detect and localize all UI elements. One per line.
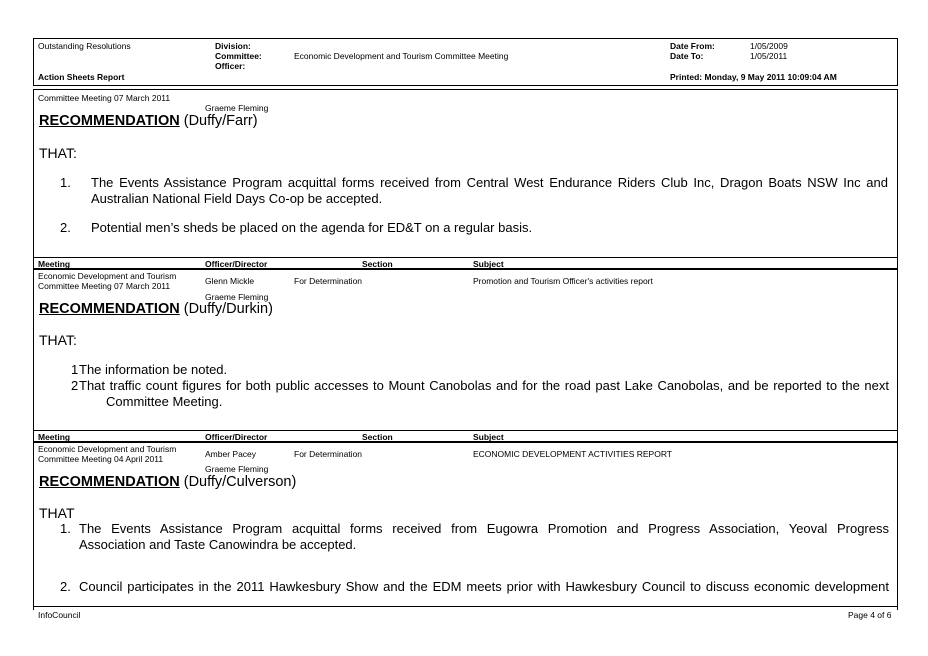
entry2-item2-line1: That traffic count figures for both public accesses to Mount Canobolas and for the road past Lake Canobolas, and be reported to the next	[79, 378, 889, 393]
page-number: Page 4 of 6	[848, 610, 892, 620]
entry1-item2-text: Potential men’s sheds be placed on the agenda for ED&T on a regular basis.	[91, 220, 533, 235]
recommendation-movers: (Duffy/Culverson)	[183, 474, 297, 490]
footer-brand: InfoCouncil	[38, 610, 81, 620]
entry1-item1-number: 1.	[60, 175, 71, 190]
entry1-officer: Graeme Fleming	[205, 103, 269, 113]
recommendation-movers: (Duffy/Durkin)	[183, 301, 273, 317]
entry3-recommendation	[39, 474, 296, 490]
column-officer: Officer/Director	[205, 259, 268, 269]
column-meeting: Meeting	[38, 259, 71, 269]
report-name: Action Sheets Report	[38, 72, 125, 82]
entry2-that: THAT:	[39, 332, 77, 348]
recommendation-label: RECOMMENDATION	[39, 113, 180, 129]
date-from-label: Date From:	[670, 41, 715, 51]
entry2-section: For Determination	[294, 276, 363, 286]
footer-divider	[33, 606, 897, 607]
division-label: Division:	[215, 41, 251, 51]
column-section: Section	[362, 432, 393, 442]
entry1-that: THAT:	[39, 145, 77, 161]
entry3-item2-line1: Council participates in the 2011 Hawkesbury Show and the EDM meets prior with Hawkesbury Council to discuss economic development	[79, 579, 889, 594]
entry2-meeting-line2: Committee Meeting 07 March 2011	[38, 281, 171, 291]
committee-label: Committee:	[215, 51, 262, 61]
divider	[33, 257, 897, 258]
entry3-meeting-line1: Economic Development and Tourism	[38, 444, 177, 454]
entry2-item1-number: 1	[71, 362, 79, 377]
divider	[33, 441, 897, 443]
divider	[33, 268, 897, 270]
entry1-meeting: Committee Meeting 07 March 2011	[38, 93, 171, 103]
entry3-section: For Determination	[294, 449, 363, 459]
entry3-that: THAT	[39, 505, 75, 521]
entry1-recommendation	[39, 113, 258, 129]
report-title: Outstanding Resolutions	[38, 41, 131, 51]
printed-label: Printed:	[670, 72, 703, 82]
printed-stamp	[670, 72, 837, 82]
entry3-item2-number: 2.	[60, 579, 71, 594]
recommendation-label: RECOMMENDATION	[39, 474, 180, 490]
date-to-label: Date To:	[670, 51, 704, 61]
entry3-officer2: Graeme Fleming	[205, 464, 269, 474]
entry1-item2-number: 2.	[60, 220, 71, 235]
recommendation-movers: (Duffy/Farr)	[183, 113, 258, 129]
date-from-value: 1/05/2009	[750, 41, 788, 51]
entry3-meeting-line2: Committee Meeting 04 April 2011	[38, 454, 164, 464]
committee-value: Economic Development and Tourism Committee Meeting	[294, 51, 509, 61]
entry2-officer1: Glenn Mickle	[205, 276, 255, 286]
entry2-meeting-line1: Economic Development and Tourism	[38, 271, 177, 281]
date-to-value: 1/05/2011	[750, 51, 788, 61]
entry2-subject: Promotion and Tourism Officer's activities report	[473, 276, 653, 286]
entry2-recommendation	[39, 301, 273, 317]
entry2-officer2: Graeme Fleming	[205, 292, 269, 302]
entry3-item1-line2: Association and Taste Canowindra be accepted.	[79, 537, 357, 552]
column-subject: Subject	[473, 432, 504, 442]
column-section: Section	[362, 259, 393, 269]
printed-value: Monday, 9 May 2011 10:09:04 AM	[704, 72, 837, 82]
officer-label: Officer:	[215, 61, 246, 71]
entry3-officer1: Amber Pacey	[205, 449, 257, 459]
column-meeting: Meeting	[38, 432, 71, 442]
column-subject: Subject	[473, 259, 504, 269]
entry3-subject: ECONOMIC DEVELOPMENT ACTIVITIES REPORT	[473, 449, 672, 459]
entry3-item1-number: 1.	[60, 521, 71, 536]
recommendation-label: RECOMMENDATION	[39, 301, 180, 317]
column-officer: Officer/Director	[205, 432, 268, 442]
entry2-item2-number: 2	[71, 378, 79, 393]
entry2-item2-line2: Committee Meeting.	[106, 394, 223, 409]
entry1-item1-line1: The Events Assistance Program acquittal forms received from Central West Endurance Riders Club Inc, Dragon Boats NSW Inc and	[91, 175, 888, 190]
entry3-item1-line1: The Events Assistance Program acquittal forms received from Eugowra Promotion and Progress Association, Yeoval Progress	[79, 521, 889, 536]
entry2-item1-text: The information be noted.	[79, 362, 228, 377]
entry1-item1-line2: Australian National Field Days Co-op be accepted.	[91, 191, 383, 206]
divider	[33, 430, 897, 431]
